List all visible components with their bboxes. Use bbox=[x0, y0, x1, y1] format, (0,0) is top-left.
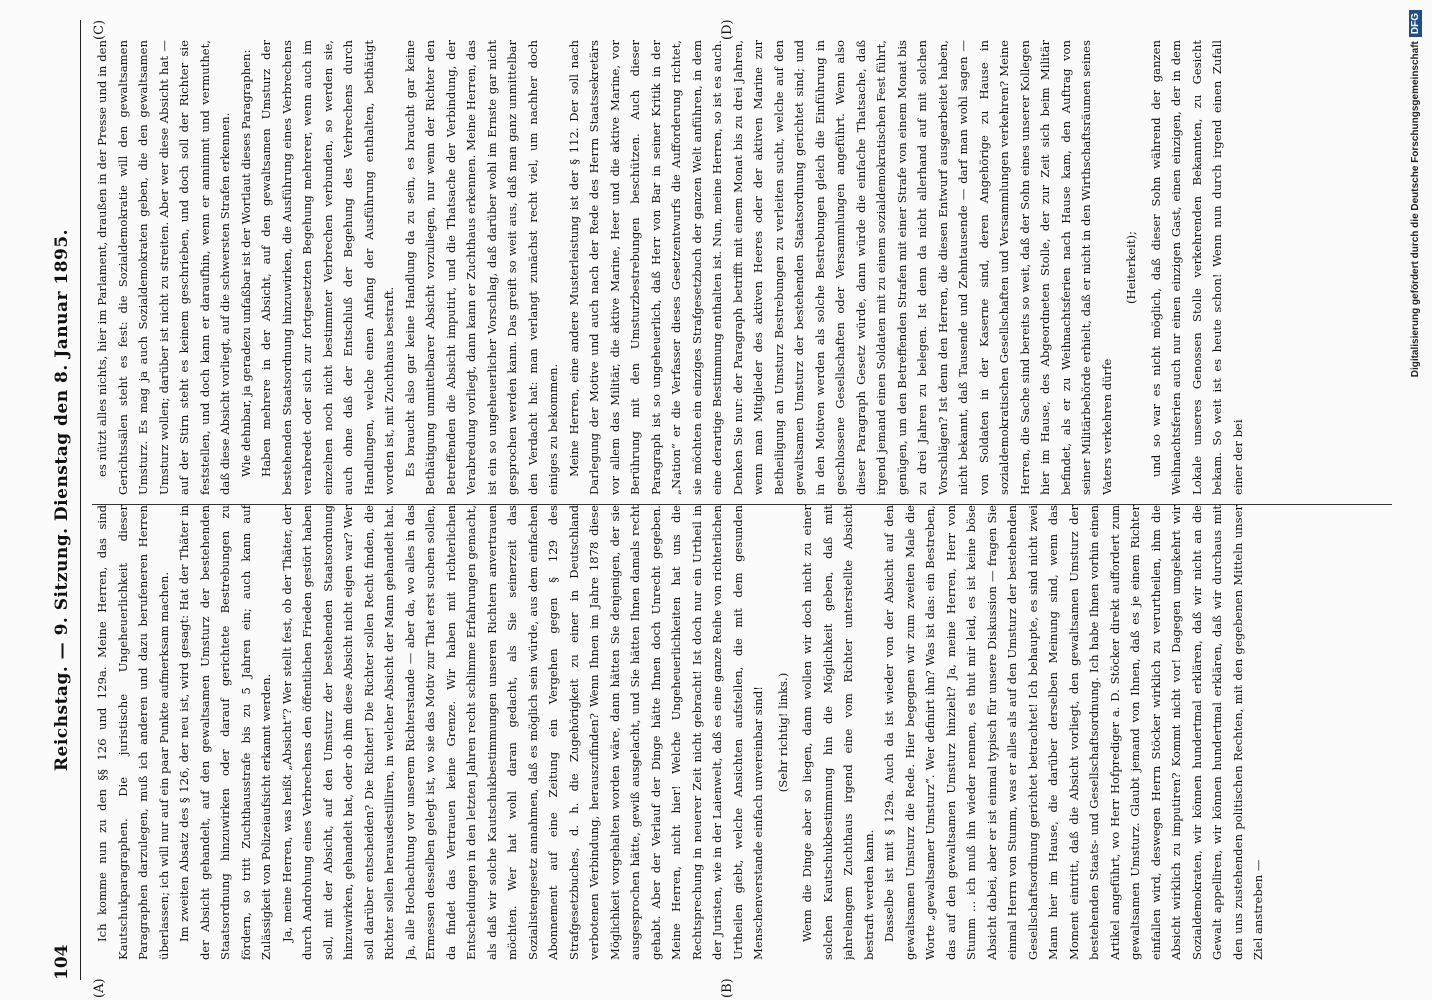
paragraph: Im zweiten Absatz des § 126, der neu ist, wird gesagt: Hat der Thäter in der Absicht gehandelt, auf den gewaltsamen Umsturz der bestehenden Staatsordnung hinzuwirken oder darauf gerichtete Bestrebungen zu fördern, so tritt Zuchthausstrafe bis zu 5 Jahren ein; auch kann auf Zulässigkeit von Polizeiaufsicht erkannt werden. bbox=[177, 505, 273, 960]
dfg-logo: DFG bbox=[1409, 10, 1422, 37]
paragraph: Meine Herren, eine andere Musterleistung ist der § 112. Der soll nach Darlegung der Motive und auch nach der Rede des Herrn Staatssekretärs vor allem das Militär, die aktive Marine, Heer und die aktive Marine, vor Berührung mit den Umsturzbestrebungen beschützen. Auch dieser Paragraph ist so ungeheuerlich, daß Herr von Bar in seiner Kritik in der „Nation“ er die Verfasser dieses Gesetzentwurfs die Aufforderung richtet, sie möchten ein einziges Strafgesetzbuch der ganzen Welt anführen, in dem eine derartige Bestimmung enthalten ist. Nun, meine Herren, so ist es auch. Denken Sie nur: der Paragraph betrifft mit einem Monat bis zu drei Jahren, wenn man Mitglieder des aktiven Heeres oder der aktiven Marine zur Betheiligung an Umsturz Bestrebungen zu verleiten sucht, welche auf den gewaltsamen Umsturz der bestehenden Staatsordnung gerichtet sind; und in den Motiven werden als solche Bestrebungen gleich die Einführung in geschlossene Gesellschaften oder Versammlungen angeführt. Wenn also dieser Paragraph Gesetz würde, dann würde die einfache Thatsache, daß irgend jemand einen Soldaten mit zu einem sozialdemokratischen Fest führt, genügen, um den Betreffenden Strafen mit einer Strafe von einem Monat bis zu drei Jahren zu belegen. Ist denn da nicht allerhand auf mit solchen Vorschlägen? Ist denn den Herren, die diesen Entwurf ausgearbeitet haben, nicht bekannt, daß Tausende und Zehntausende — darf man wohl sagen — von Soldaten in der Kaserne sind, deren Angehörige zu Hause in sozialdemokratischen Gesellschaften und Versammlungen verkehren? Meine Herren, die Sache sind bereits so weit, daß der Sohn eines unserer Kollegen hier im Hause, des Abgeordneten Stolle, der zur Zeit sich beim Militär befindet, als er zu Weihnachtsferien nach Hause kam, den Auftrag von seiner Militärbehörde erhielt, daß er nicht in den Wirthschaftsräumen seines Vaters verkehren dürfe bbox=[566, 40, 1114, 495]
right-text-column bbox=[92, 40, 1392, 495]
interjection: (Sehr richtig! links.) bbox=[775, 672, 790, 793]
paragraph: Wie dehnbar, ja geradezu unfaßbar ist der Wortlaut dieses Paragraphen: bbox=[238, 49, 253, 477]
paragraph: Dasselbe ist mit § 129a. Auch da ist wieder von der Absicht auf den gewaltsamen Umsturz die Rede. Hier begegnen wir zum zweiten Male die Worte „gewaltsamer Umsturz“. Wer definirt ihn? Was ist das: ein Bestreben, das auf den gewaltsamen Umsturz hinzielt? Ja, meine Herren, Herr von Stumm ... ich muß ihn wieder nennen, es thut mir leid, es ist keine böse Absicht dabei, aber er ist einmal typisch für unsere Diskussion — fragen Sie einmal Herrn von Stumm, was er alles als auf den Umsturz der bestehenden Gesellschaftsordnung gerichtet betrachtet! Ich behaupte, es sind nicht zwei Mann hier im Hause, die darüber derselben Meinung sind, wenn das Moment eintritt, daß die Absicht vorliegt, den gewaltsamen Umsturz der bestehenden Staats- und Gesellschaftsordnung. Ich habe Ihnen vorhin einen Artikel angeführt, wo Herr Hofprediger a. D. Stöcker direkt auffordert zum gewaltsamen Umsturz. Glaubt jemand von Ihnen, daß es je einem Richter einfallen wird, deswegen Herrn Stöcker wirklich zu verurtheilen, ihm die Absicht wirklich zu imputiren? Kommt nicht vor! Dagegen umgekehrt wir Sozialdemokraten, wir können hundertmal erklären, daß wir nicht an die Gewalt appelliren, wir können hundertmal erklären, daß wir durchaus mit den uns zustehenden politischen Rechten, mit den gegebenen Mitteln unser Ziel anstreben — bbox=[882, 505, 1265, 960]
digitization-credit bbox=[1400, 0, 1432, 1000]
paragraph: und so war es nicht möglich, daß dieser Sohn während der ganzen Weihnachtsferien auch nur einen einzigen Gast, einen einzigen, der in dem Lokale unseres Genossen Stolle verkehrenden Bekannten, zu Gesicht bekam. So weit ist es heute schon! Wenn nun durch irgend einen Zufall einer der bei bbox=[1148, 40, 1245, 495]
paragraph: Ich komme nun zu den §§ 126 und 129a. Meine Herren, das sind Kautschukparagraphen. Die juristische Ungeheuerlichkeit dieser Paragraphen darzulegen, muß ich anderen und dazu berufeneren Herren überlassen; ich will nur auf ein paar Punkte aufmerksam machen. bbox=[95, 505, 171, 960]
margin-marker-c: (C) bbox=[92, 19, 107, 40]
page-title: Reichstag. — 9. Sitzung. Dienstag den 8. Januar 1895. bbox=[52, 228, 72, 772]
paragraph: Wenn die Dinge aber so liegen, dann wollen wir doch nicht zu einer solchen Kautschukbestimmung hin die Möglichkeit geben, daß mit jahrelangem Zuchthaus irgend eine vom Richter unterstellte Absicht bestraft werden kann. bbox=[800, 505, 876, 960]
column-divider bbox=[92, 504, 1392, 505]
margin-marker-a: (A) bbox=[92, 978, 107, 998]
header-rule bbox=[80, 20, 81, 980]
left-text-column bbox=[92, 505, 1392, 960]
running-header bbox=[44, 20, 84, 980]
quoted-paragraph: Haben mehrere in der Absicht, auf den gewaltsamen Umsturz der bestehenden Staatsordnung hinzuwirken, die Ausführung eines Verbrechens verabredet oder sich zur fortgesetzten Begehung mehrerer, wenn auch im einzelnen noch nicht bestimmter Verbrechen verbunden, so werden sie, auch ohne daß der Entschluß der Begehung des Verbrechens durch Handlungen, welche einen Anfang der Ausführung enthalten, bethätigt worden ist, mit Zuchthaus bestraft. bbox=[259, 40, 396, 495]
paragraph: Ja, meine Herren, was heißt „Absicht“? Wer stellt fest, ob der Thäter, der durch Androhung eines Verbrechens den öffentlichen Frieden gestört haben soll, mit der Absicht, auf den Umsturz der bestehenden Staatsordnung hinzuwirken, gehandelt hat, oder ob ihm diese Absicht nicht eigen war? Wer soll darüber entscheiden? Die Richter! Die Richter sollen Recht finden, die Richter sollen herausdestilliren, in welcher Absicht der Mann gehandelt hat. Ja, alle Hochachtung vor unserem Richterstande — aber da, wo alles in das Ermessen desselben gelegt ist, wo sie das Motiv zur That erst suchen sollen, da findet das Vertrauen keine Grenze. Wir haben mit richterlichen Entscheidungen in den letzten Jahren recht schlimme Erfahrungen gemacht, als daß wir solche Kautschukbestimmungen unseren Richtern anvertrauen möchten. Wer hat wohl daran gedacht, als Sie seinerzeit das Sozialistengesetz annahmen, daß es möglich sein würde, aus dem einfachen Abonnement auf eine Zeitung ein Vergehen gegen § 129 des Strafgesetzbuches, d. h. die Zugehörigkeit zu einer in Deutschland verbotenen Verbindung, herauszufinden? Wenn Ihnen im Jahre 1878 diese Möglichkeit vorgehalten worden wäre, dann hätten Sie denjenigen, der sie ausgesprochen hätte, gewiß ausgelacht, und Sie hätten Ihnen damals recht gehabt. Aber der Verlauf der Dinge hätte Ihnen doch Unrecht gegeben. Meine Herren, nicht hier! Welche Ungeheuerlichkeiten hat uns die Rechtsprechung in neuerer Zeit nicht gebracht! Ist doch nur ein Urtheil in der Juristen, wie in der Laienwelt, daß es eine ganze Reihe von richterlichen Urtheilen giebt, welche Ansichten aufstellen, die mit dem gesunden Menschenverstande einfach unvereinbar sind! bbox=[279, 505, 765, 960]
paragraph: Es braucht also gar keine Handlung da zu sein, es braucht gar keine Bethätigung unmittelbarer Absicht vorzuliegen, nur wenn der Richter den Betreffenden die Absicht imputirt, und die Thatsache der Verbindung, der Verabredung vorliegt, dann kann er Zuchthaus erkennen. Meine Herren, das ist ein so ungeheuerlicher Vorschlag, daß darüber wohl im Ernste gar nicht gesprochen werden kann. Das greift so weit aus, daß man ganz unmittelbar den Verdacht hat: man verlangt zunächst recht viel, um nachher doch einiges zu bekommen. bbox=[402, 40, 560, 495]
paragraph: es nützt alles nichts, hier im Parlament, draußen in der Presse und in den Gerichtssälen steht es fest: die Sozialdemokratie will den gewaltsamen Umsturz. Es mag ja auch Sozialdemokraten geben, die den gewaltsamen Umsturz wollen; darüber ist nicht zu streiten. Aber wer diese Absicht hat — auf der Stirn steht es keinem geschrieben, und doch soll der Richter sie feststellen, und doch kann er daraufhin, wenn er annimmt und vermuthet, daß diese Absicht vorliegt, auf die schwersten Strafen erkennen. bbox=[95, 40, 232, 495]
interjection: (Heiterkeit); bbox=[1124, 231, 1138, 304]
margin-marker-d: (D) bbox=[720, 19, 735, 40]
margin-marker-b: (B) bbox=[720, 978, 735, 998]
credit-text: Digitalisierung gefördert durch die Deutsche Forschungsgemeinschaft bbox=[1410, 41, 1421, 378]
page-number: 104 bbox=[52, 944, 72, 980]
